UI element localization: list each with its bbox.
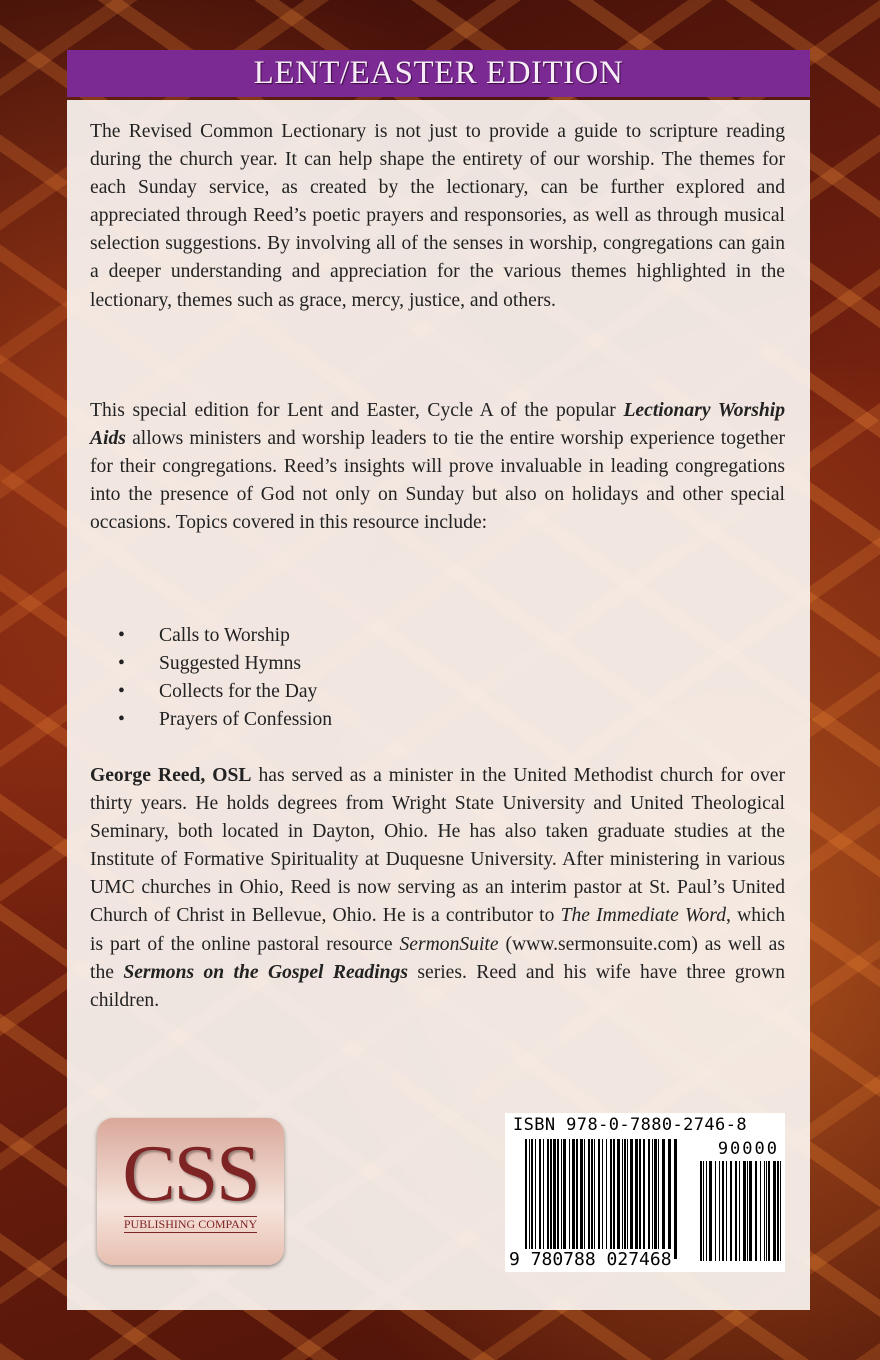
barcode-bar bbox=[591, 1139, 593, 1249]
barcode-bar bbox=[606, 1139, 607, 1249]
barcode-bar bbox=[662, 1139, 665, 1249]
barcode-bar bbox=[561, 1139, 562, 1249]
barcode-bar bbox=[563, 1139, 566, 1249]
barcode-bar bbox=[643, 1139, 645, 1249]
barcode-bar bbox=[654, 1139, 657, 1249]
isbn-barcode bbox=[505, 1113, 785, 1272]
topic: Calls to Worship bbox=[159, 625, 290, 646]
edition-banner bbox=[67, 50, 810, 97]
publisher-logo bbox=[97, 1118, 284, 1265]
list-item bbox=[118, 706, 332, 734]
barcode-bar bbox=[610, 1139, 612, 1249]
edition-title: LENT/EASTER EDITION bbox=[253, 55, 624, 91]
barcode-bar bbox=[743, 1161, 746, 1261]
text: has served as a minister in the United Methodist church for over thirty years. He holds degrees from Wright State University and United Theological Seminary, both located in Dayton, Ohio. He has also taken graduate studies at the Institute of Formative Spirituality at Duquesne University. After ministering in various UMC churches in Ohio, Reed is now serving as an interim pastor at St. Paul’s United Church of Christ in Bellevue, Ohio. He is a contributor to bbox=[90, 765, 785, 927]
barcode-bar bbox=[735, 1161, 737, 1261]
barcode-bar bbox=[674, 1139, 677, 1259]
barcode-bar bbox=[730, 1161, 732, 1261]
barcode-bar bbox=[768, 1161, 770, 1261]
barcode-bar bbox=[529, 1139, 530, 1249]
topics-list bbox=[118, 622, 332, 734]
barcode-bar bbox=[576, 1139, 578, 1249]
text: series. Reed and his wife have three grown children. bbox=[90, 961, 785, 1011]
barcode-addon: 90000 bbox=[717, 1139, 779, 1159]
text: allows ministers and worship leaders to tie the entire worship experience together for their congregations. Reed’s insights will prove invaluable in leading congregations into the presence of God not only on Sunday but also on holidays and other special occasions. Topics covered in this resource include: bbox=[90, 428, 785, 534]
barcode-bar bbox=[726, 1161, 727, 1261]
barcode-bar bbox=[658, 1139, 659, 1249]
barcode-bar bbox=[572, 1139, 575, 1249]
text: This special edition for Lent and Easter, Cycle A of the popular bbox=[90, 400, 624, 421]
barcode-bar bbox=[588, 1139, 590, 1249]
author-bio bbox=[90, 762, 785, 1015]
title: The Immediate Word bbox=[560, 905, 727, 927]
barcode-bar bbox=[617, 1139, 620, 1249]
book-title: Lectionary Worship Aids bbox=[90, 400, 785, 450]
barcode-bar bbox=[780, 1161, 781, 1261]
barcode-bar bbox=[777, 1161, 779, 1261]
barcode-bar bbox=[535, 1139, 536, 1249]
barcode-bar bbox=[598, 1139, 600, 1249]
barcode-bar bbox=[760, 1161, 761, 1261]
barcode-bar bbox=[773, 1161, 776, 1261]
list-item bbox=[118, 650, 332, 678]
barcode-bar bbox=[639, 1139, 641, 1249]
barcode-bar bbox=[739, 1161, 740, 1261]
barcode-bar bbox=[584, 1139, 585, 1249]
list-item bbox=[118, 678, 332, 706]
barcode-bar bbox=[715, 1161, 716, 1261]
bullet: • bbox=[118, 709, 125, 731]
author-name: George Reed, OSL bbox=[90, 765, 252, 786]
barcode-bar bbox=[627, 1139, 628, 1249]
barcode-bar bbox=[553, 1139, 556, 1249]
logo-subtitle: PUBLISHING COMPANY bbox=[123, 1217, 258, 1231]
barcode-bar bbox=[613, 1139, 615, 1249]
list-item bbox=[118, 622, 332, 650]
barcode-bar bbox=[652, 1139, 653, 1249]
bullet: • bbox=[118, 625, 125, 646]
barcode-bar bbox=[668, 1139, 671, 1249]
barcode-bar bbox=[569, 1139, 570, 1249]
barcode-bar bbox=[539, 1139, 541, 1249]
title: Sermons on the Gospel Readings bbox=[123, 961, 408, 983]
barcode-bar bbox=[709, 1161, 712, 1261]
topic: Suggested Hymns bbox=[159, 653, 302, 675]
barcode-bar bbox=[525, 1139, 527, 1259]
paragraph-text: The Revised Common Lectionary is not just to provide a guide to scripture reading during the church year. It can help shape the entirety of our worship. The themes for each Sunday service, as created by the lectionary, can be further explored and appreciated through Reed’s poetic prayers and responsories, as well as through musical selection suggestions. By involving all of the senses in worship, congregations can gain a deeper understanding and appreciation for the various themes highlighted in the lectionary, themes such as grace, mercy, justice, and others. bbox=[90, 121, 785, 311]
barcode-bar bbox=[747, 1161, 748, 1261]
description-paragraph bbox=[90, 118, 785, 315]
barcode-bar bbox=[749, 1161, 752, 1261]
edition-paragraph bbox=[90, 397, 785, 537]
isbn-text: ISBN 978-0-7880-2746-8 bbox=[513, 1115, 747, 1135]
barcode-bar bbox=[547, 1139, 549, 1249]
barcode-bar bbox=[766, 1161, 767, 1261]
barcode-bar bbox=[722, 1161, 724, 1261]
barcode-bar bbox=[630, 1139, 633, 1249]
barcode-bar bbox=[764, 1161, 765, 1261]
barcode-bar bbox=[594, 1139, 595, 1249]
barcode-bar bbox=[602, 1139, 603, 1249]
barcode-bar bbox=[700, 1161, 702, 1261]
bullet: • bbox=[118, 681, 125, 703]
barcode-bar bbox=[648, 1139, 650, 1249]
barcode-digits: 9 780788 027468 bbox=[509, 1249, 672, 1270]
barcode-bar bbox=[624, 1139, 626, 1249]
barcode-bar bbox=[557, 1139, 559, 1249]
barcode-bar bbox=[755, 1161, 757, 1261]
topic: Prayers of Confession bbox=[159, 709, 333, 731]
barcode-bar bbox=[706, 1161, 707, 1261]
barcode-bar bbox=[580, 1139, 583, 1249]
text: (www.sermonsuite.com) as well as the bbox=[90, 933, 785, 983]
barcode-bar bbox=[703, 1161, 704, 1261]
barcode-bar bbox=[531, 1139, 533, 1249]
barcode-bar bbox=[550, 1139, 552, 1249]
bullet: • bbox=[118, 653, 125, 675]
barcode-bar bbox=[543, 1139, 544, 1249]
topic: Collects for the Day bbox=[159, 681, 318, 703]
barcode-bar bbox=[622, 1139, 623, 1249]
logo-text: CSS bbox=[122, 1130, 259, 1218]
title: SermonSuite bbox=[399, 933, 499, 955]
barcode-bar bbox=[719, 1161, 720, 1261]
barcode-bar bbox=[635, 1139, 638, 1249]
text: , which is part of the online pastoral resource bbox=[90, 905, 785, 955]
